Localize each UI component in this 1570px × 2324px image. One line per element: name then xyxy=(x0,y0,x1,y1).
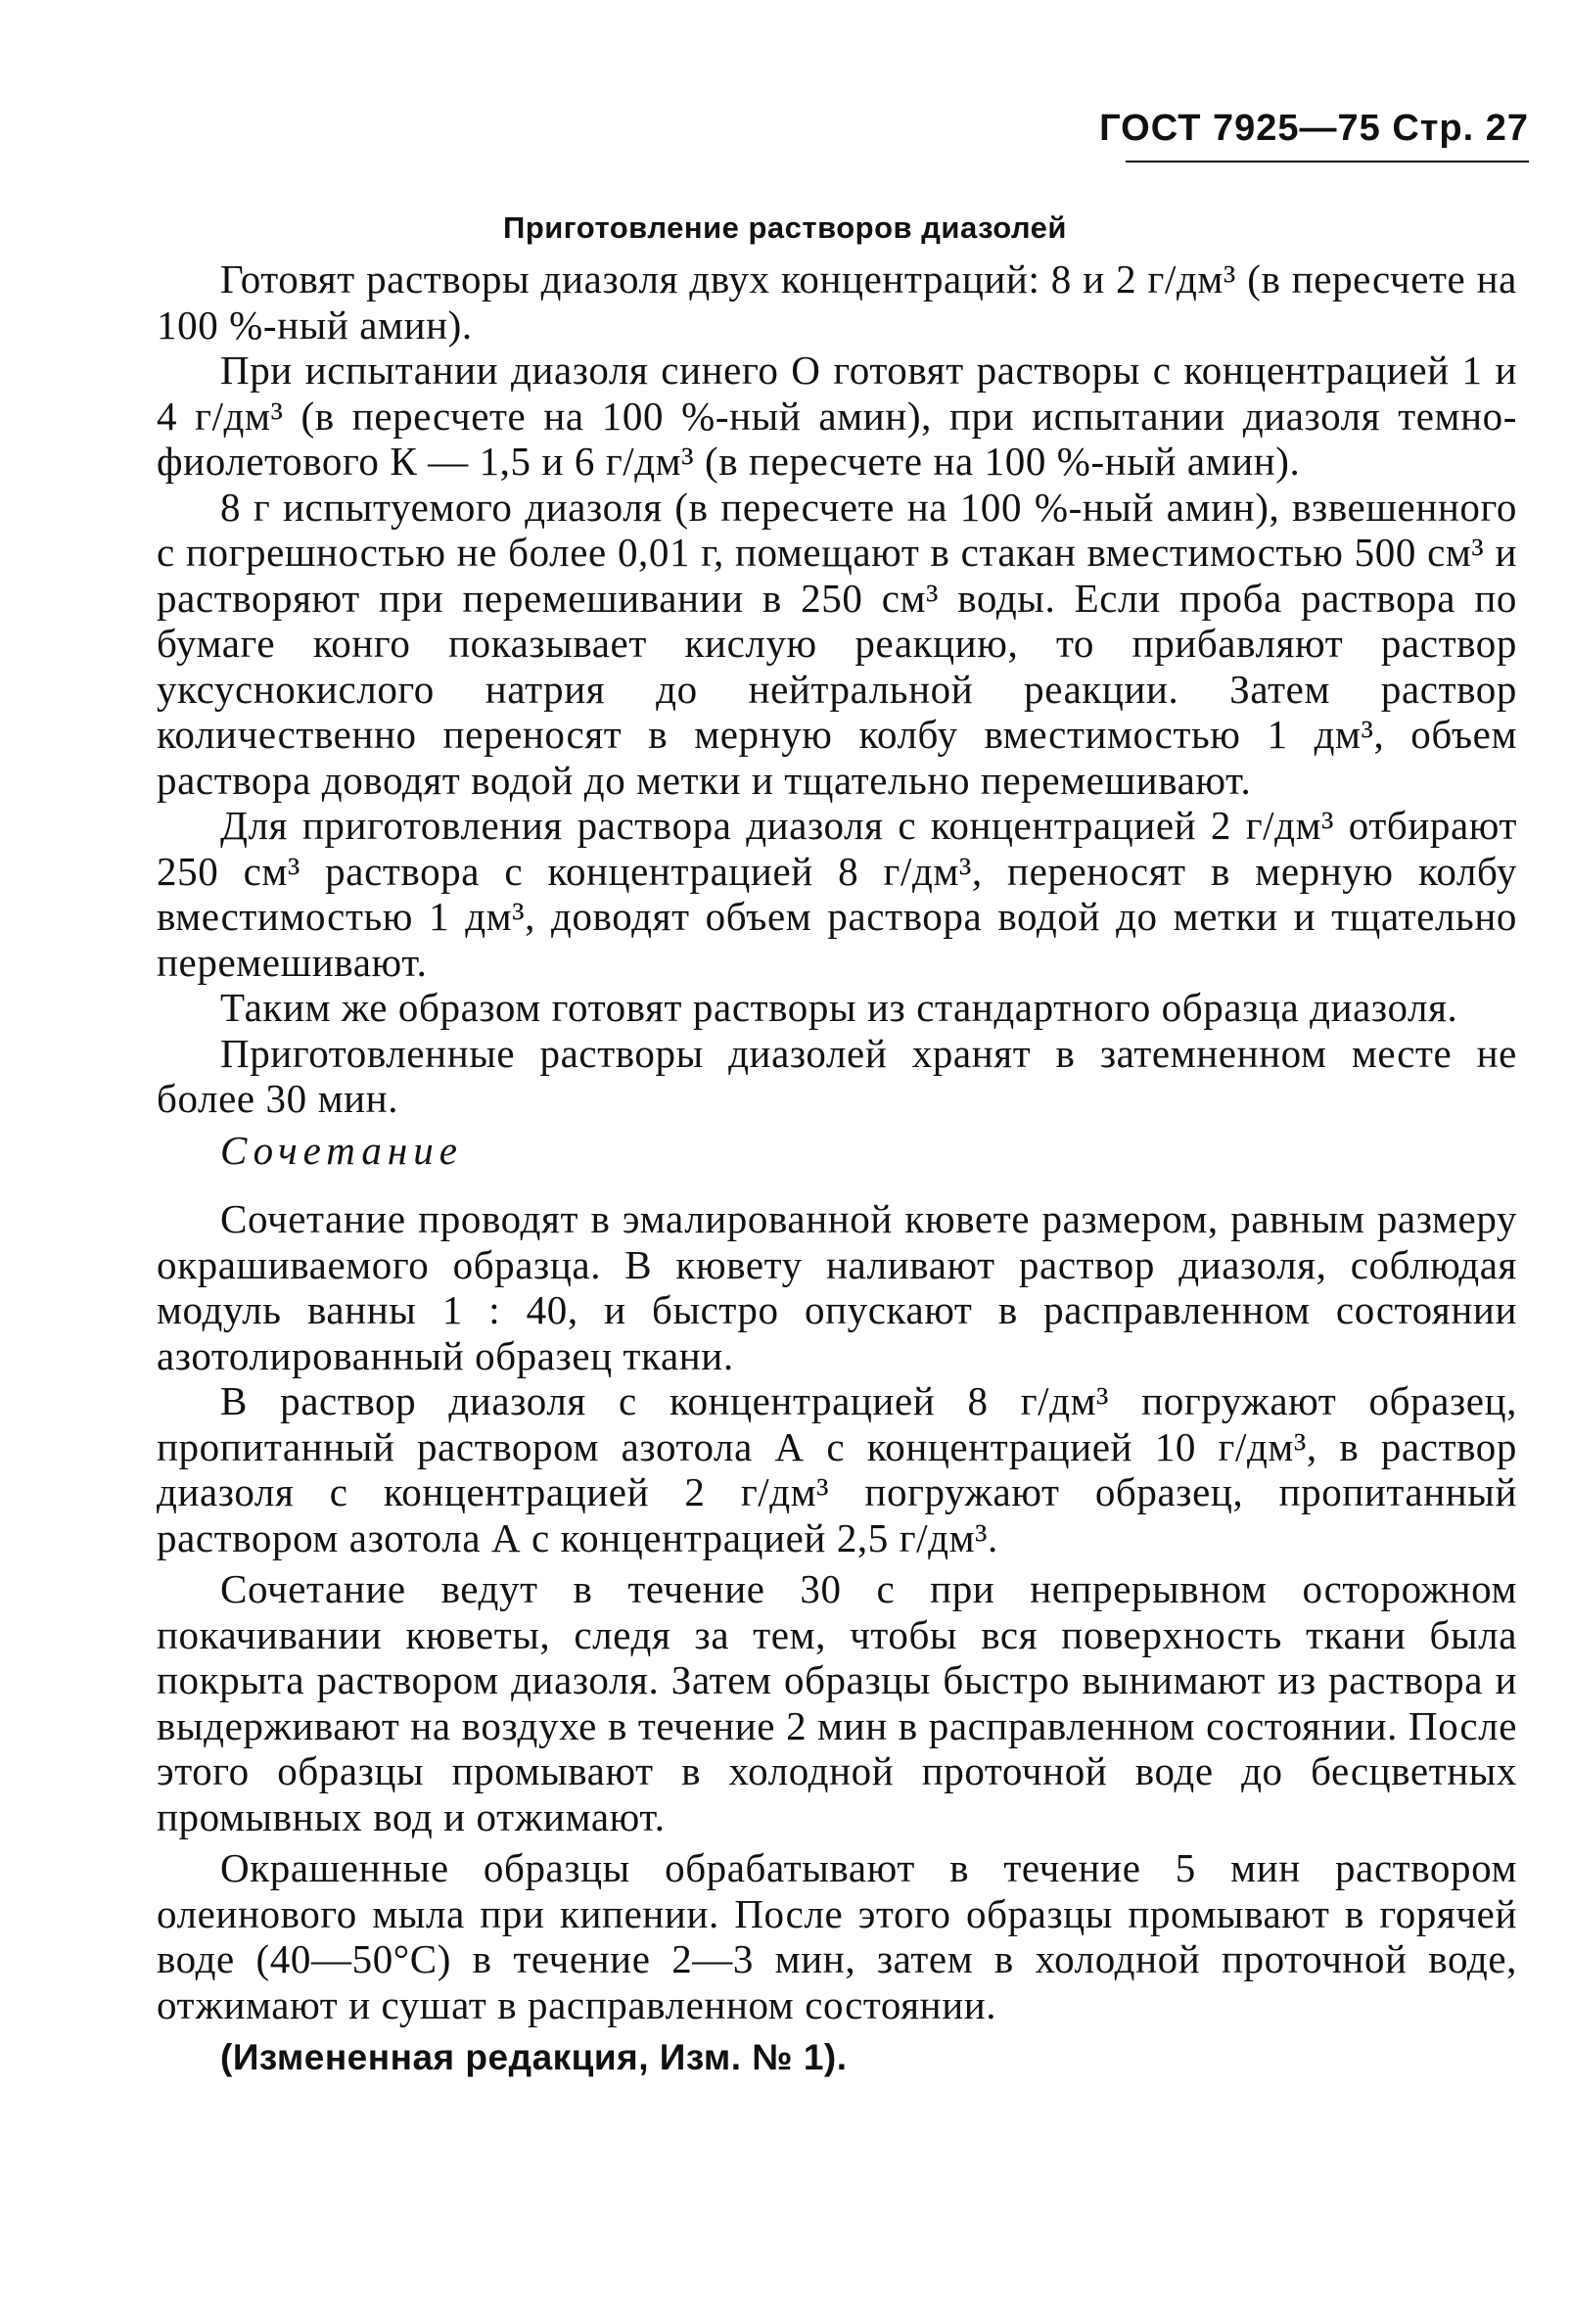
document-body xyxy=(157,256,1517,2081)
section-title: Приготовление растворов диазолей xyxy=(503,210,1067,245)
paragraph: Таким же образом готовят растворы из стандартного образца диазоля. xyxy=(220,985,1458,1030)
page-header: ГОСТ 7925—75 Стр. 27 xyxy=(1099,108,1529,149)
amendment-note: (Измененная редакция, Изм. № 1). xyxy=(220,2037,848,2077)
paragraph: Приготовленные растворы диазолей хранят в затемненном месте не более 30 мин. xyxy=(157,1030,1517,1121)
paragraph: Сочетание проводят в эмалированной кювете размером, равным размеру окрашиваемого образца. В кювету наливают раствор диазоля, соблюдая модуль ванны 1 : 40, и быстро опускают в расправленном состоянии азотолированный образец ткани. xyxy=(157,1196,1517,1378)
paragraph: 8 г испытуемого диазоля (в пересчете на 100 %-ный амин), взвешенного с погрешностью не более 0,01 г, помещают в стакан вместимостью 500 см³ и растворяют при перемешивании в 250 см³ воды. Если проба раствора по бумаге конго показывает кислую реакцию, то прибавляют раствор уксуснокислого натрия до нейтральной реакции. Затем раствор количественно переносят в мерную колбу вместимостью 1 дм³, объем раствора доводят водой до метки и тщательно перемешивают. xyxy=(157,484,1517,803)
paragraph: В раствор диазоля с концентрацией 8 г/дм³ погружают образец, пропитанный раствором азотола А с концентрацией 10 г/дм³, в раствор диазоля с концентрацией 2 г/дм³ погружают образец, пропитанный раствором азотола А с концентрацией 2,5 г/дм³. xyxy=(157,1378,1517,1560)
paragraph: Сочетание ведут в течение 30 с при непрерывном осторожном покачивании кюветы, следя за тем, чтобы вся поверхность ткани была покрыта раствором диазоля. Затем образцы быстро вынимают из раствора и выдерживают на воздухе в течение 2 мин в расправленном состоянии. После этого образцы промывают в холодной проточной воде до бесцветных промывных вод и отжимают. xyxy=(157,1566,1517,1839)
paragraph: При испытании диазоля синего О готовят растворы с концентрацией 1 и 4 г/дм³ (в пересчете на 100 %-ный амин), при испытании диазоля темно-фиолетового К — 1,5 и 6 г/дм³ (в пересчете на 100 %-ный амин). xyxy=(157,348,1517,484)
paragraph: Для приготовления раствора диазоля с концентрацией 2 г/дм³ отбирают 250 см³ раствора с концентрацией 8 г/дм³, переносят в мерную колбу вместимостью 1 дм³, доводят объем раствора водой до метки и тщательно перемешивают. xyxy=(157,803,1517,985)
paragraph: Готовят растворы диазоля двух концентраций: 8 и 2 г/дм³ (в пересчете на 100 %-ный амин). xyxy=(157,256,1517,348)
subheading: Сочетание xyxy=(220,1127,463,1173)
paragraph: Окрашенные образцы обрабатывают в течение 5 мин раствором олеинового мыла при кипении. После этого образцы промывают в горячей воде (40—50°С) в течение 2—3 мин, затем в холодной проточной воде, отжимают и сушат в расправленном состоянии. xyxy=(157,1845,1517,2027)
header-rule xyxy=(1126,161,1529,163)
